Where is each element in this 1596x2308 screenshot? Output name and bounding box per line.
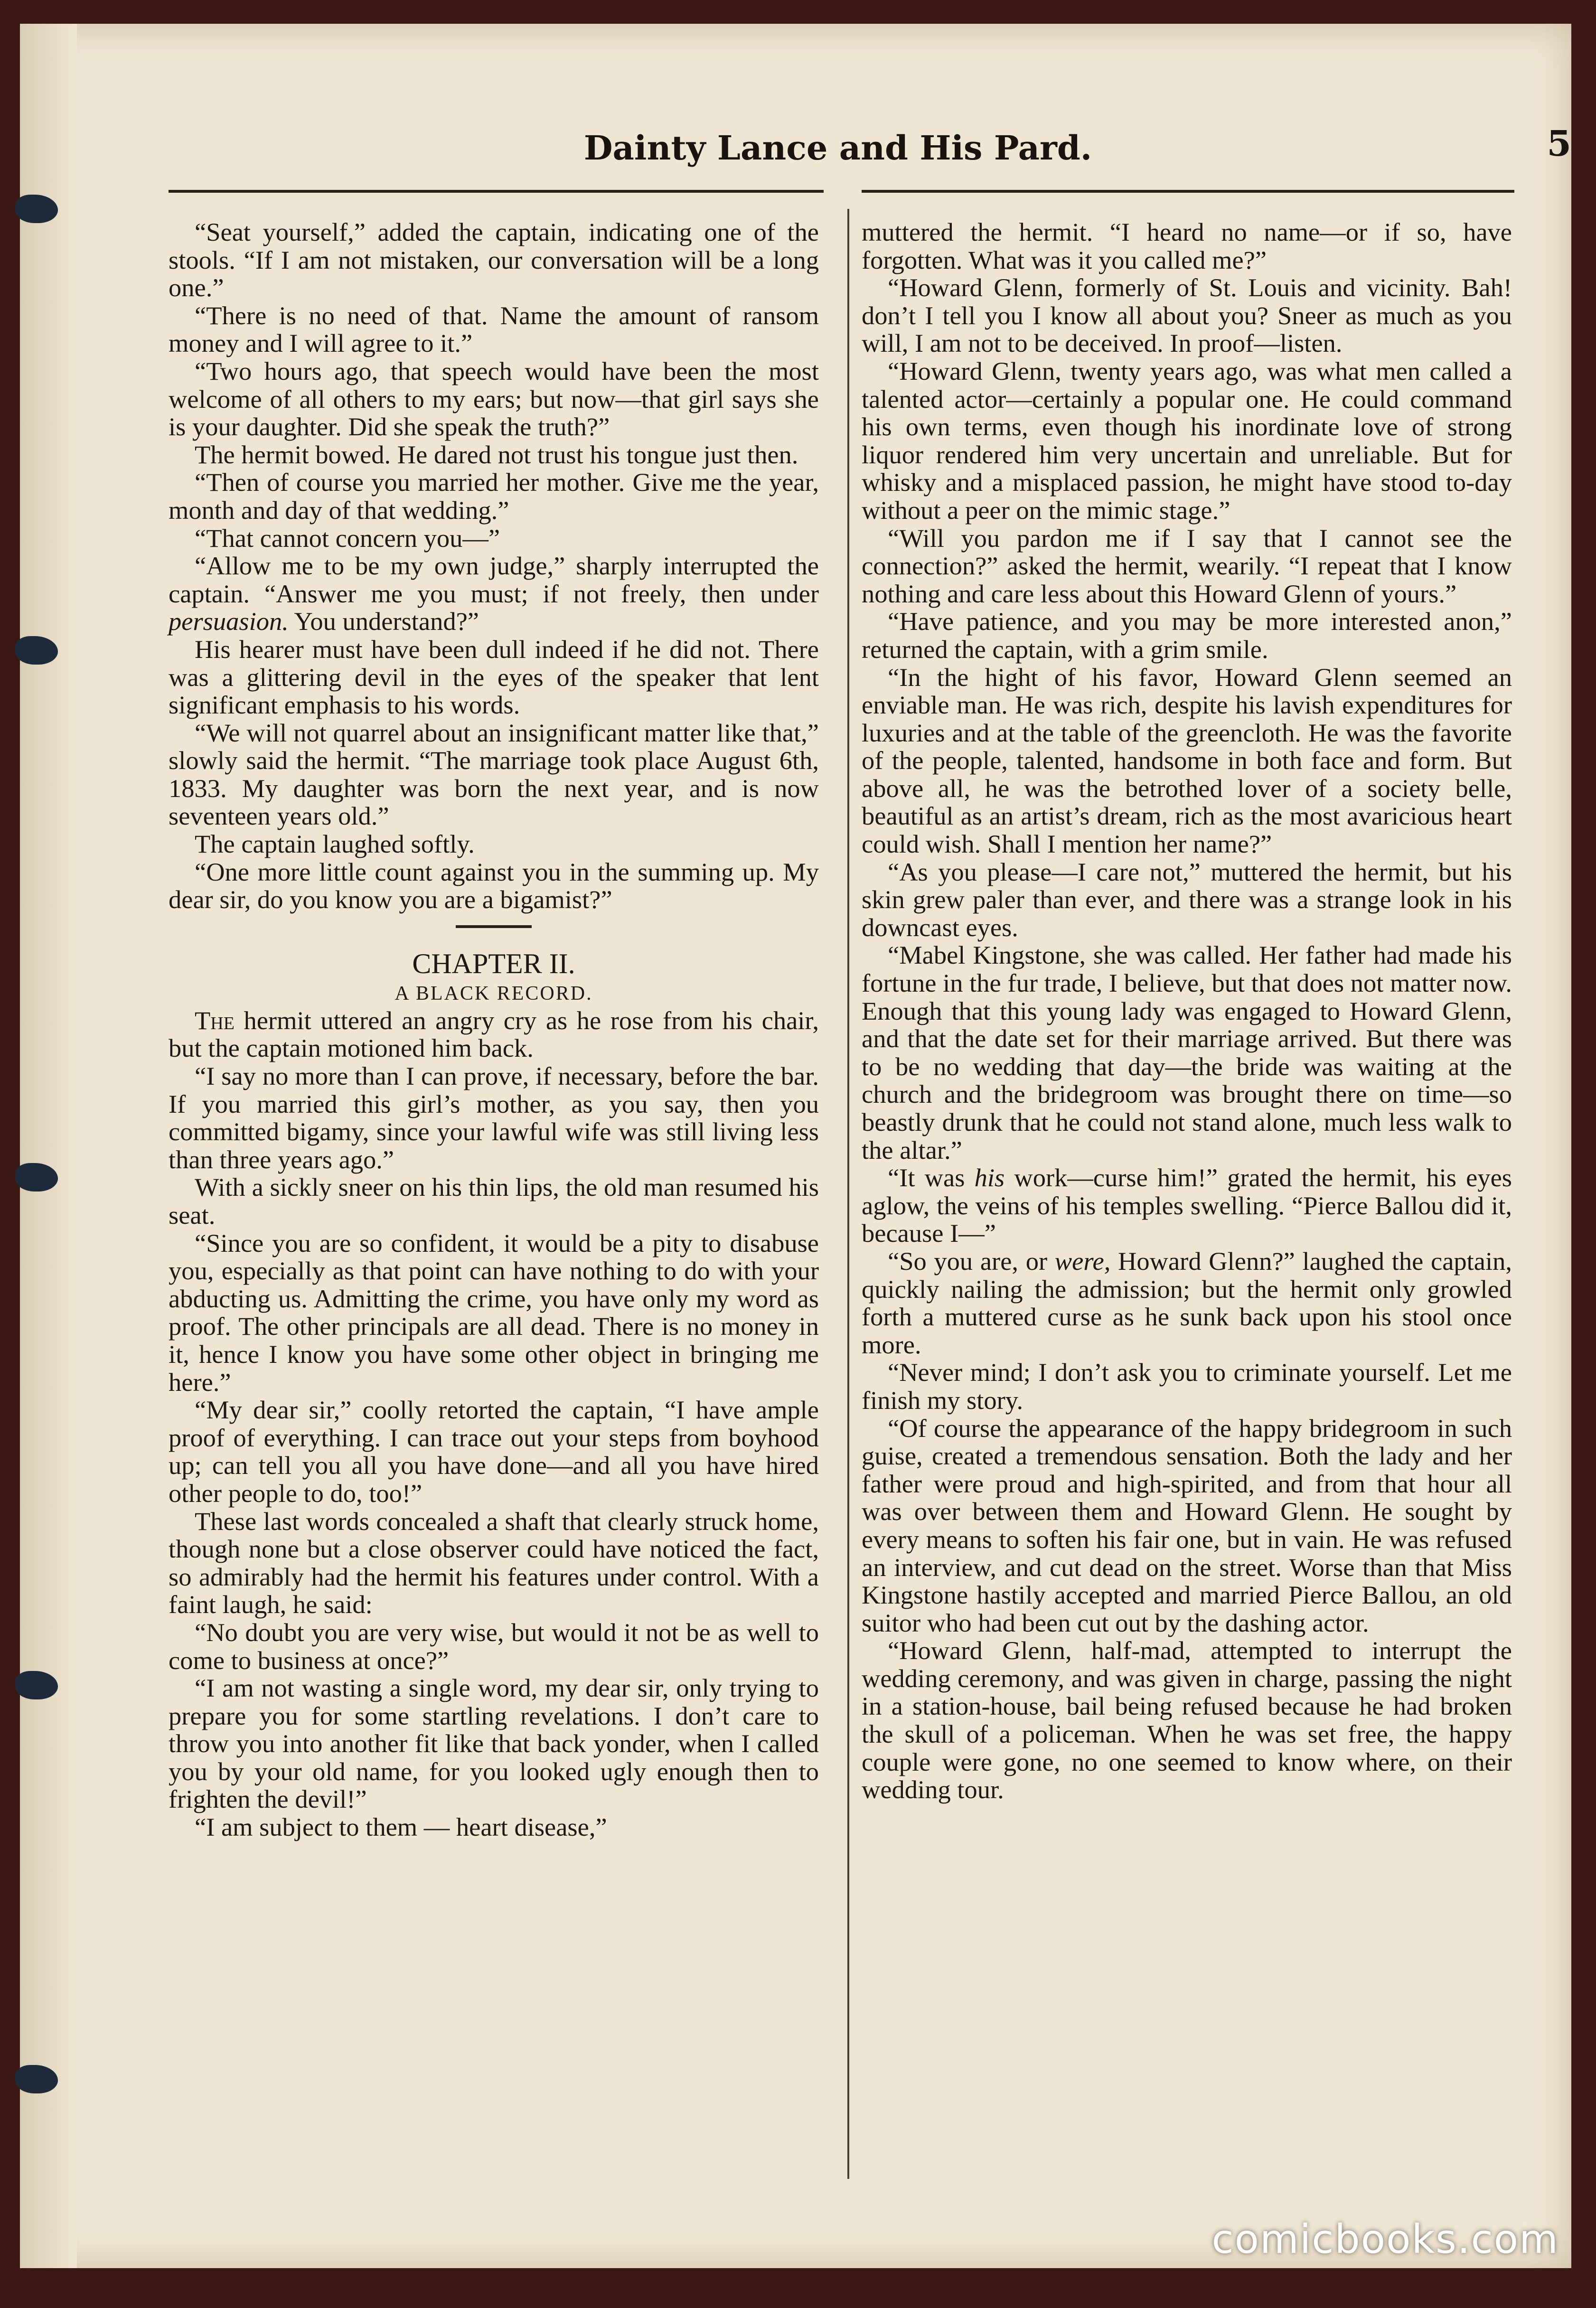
paragraph: “We will not quarrel about an insignificant matter like that,” slowly said the hermit. “The marriage took place August 6th, 1833. My daughter was born the next year, and is now seventeen years old.” — [169, 718, 819, 831]
text-run: hermit uttered an angry cry as he rose from his chair, but the captain motioned him back. — [169, 1005, 819, 1063]
running-title: Dainty Lance and His Pard. — [583, 128, 1092, 168]
lead-word: The — [195, 1005, 235, 1035]
chapter-title: CHAPTER II. — [412, 948, 575, 979]
text-run: work—curse him!” grated the hermit, his eyes aglow, the veins of his temples swelling. “Pierce Ballou did it, because I—” — [862, 1163, 1512, 1248]
section-rule — [456, 925, 532, 928]
emphasis-text: his — [974, 1163, 1005, 1192]
page-spine-shadow — [20, 24, 77, 2268]
text-run: Howard Glenn?” laughed the captain, quickly nailing the admission; but the hermit only growled forth a muttered curse as he sunk back upon his stool once more. — [862, 1246, 1512, 1359]
paragraph: “Have patience, and you may be more interested anon,” returned the captain, with a grim smile. — [862, 607, 1512, 664]
column-divider — [847, 209, 849, 2179]
text-run: You understand?” — [288, 607, 479, 636]
paragraph: “I say no more than I can prove, if necessary, before the bar. If you married this girl’s mother, as you say, then you committed bigamy, since your lawful wife was still living less than three years ago.” — [169, 1061, 819, 1174]
watermark: comicbooks.com — [1211, 2216, 1559, 2262]
text-run: “Allow me to be my own judge,” sharply interrupted the captain. “Answer me you must; if not freely, then under — [169, 551, 819, 608]
paragraph: “Mabel Kingstone, she was called. Her father had made his fortune in the fur trade, I believe, but that does not matter now. Enough that this young lady was engaged to Howard Glenn, and that the date set for their marriage arrived. But there was to be no wedding that day—the bride was waiting at the church and the bridegroom was brought there on time—so beastly drunk that he could not stand alone, much less walk to the altar.” — [862, 940, 1512, 1164]
paragraph: These last words concealed a shaft that clearly struck home, though none but a close observer could have noticed the fact, so admirably had the hermit his features under control. With a faint laugh, he said: — [169, 1506, 819, 1619]
emphasis-text: persuasion. — [169, 607, 289, 636]
paragraph: “There is no need of that. Name the amount of ransom money and I will agree to it.” — [169, 300, 819, 358]
paragraph: “Howard Glenn, twenty years ago, was what men called a talented actor—certainly a popular one. He could command his own terms, even though his inordinate love of strong liquor rendered him very uncertain and unreliable. But for whisky and a misplaced passion, he might have stood to-day without a peer on the mimic stage.” — [862, 356, 1512, 525]
page-header — [161, 114, 1571, 171]
paragraph: With a sickly sneer on his thin lips, the old man resumed his seat. — [169, 1173, 819, 1229]
paragraph — [169, 1007, 819, 1062]
paragraph: “One more little count against you in the summing up. My dear sir, do you know you are a bigamist?” — [169, 857, 819, 914]
paragraph: “Will you pardon me if I say that I cannot see the connection?” asked the hermit, wearily. “I repeat that I know nothing and care less about this Howard Glenn of yours.” — [862, 523, 1512, 608]
paragraph: “Howard Glenn, formerly of St. Louis and vicinity. Bah! don’t I tell you I know all about you? Sneer as much as you will, I am not to be deceived. In proof—listen. — [862, 273, 1512, 358]
paragraph: His hearer must have been dull indeed if he did not. There was a glittering devil in the eyes of the speaker that lent significant emphasis to his words. — [169, 634, 819, 720]
paragraph: The captain laughed softly. — [195, 829, 475, 859]
paragraph: “I am not wasting a single word, my dear sir, only trying to prepare you for some startling revelations. I don’t care to throw you into another fit like that back yonder, when I called you by your old name, for you looked ugly enough then to frighten the devil!” — [169, 1673, 819, 1814]
paragraph — [169, 552, 819, 636]
paragraph: “Never mind; I don’t ask you to criminate yourself. Let me finish my story. — [862, 1358, 1512, 1415]
paragraph: The hermit bowed. He dared not trust his tongue just then. — [195, 440, 798, 469]
paragraph: “No doubt you are very wise, but would it not be as well to come to business at once?” — [169, 1617, 819, 1675]
paragraph: “Of course the appearance of the happy bridegroom in such guise, created a tremendous sensation. Both the lady and her father were proud and high-spirited, and from that hour all was over between them and Howard Glenn. He sought by every means to soften his fair one, but in vain. He was refused an interview, and cut dead on the street. Worse than that Miss Kingstone hastily accepted and married Pierce Ballou, an old suitor who had been cut out by the dashing actor. — [862, 1413, 1512, 1637]
paragraph: “That cannot concern you—” — [195, 523, 500, 553]
text-run: “So you are, or — [888, 1246, 1055, 1276]
paragraph: muttered the hermit. “I heard no name—or if so, have forgotten. What was it you called me?” — [862, 217, 1512, 274]
right-column — [862, 218, 1512, 1804]
paragraph: “Seat yourself,” added the captain, indicating one of the stools. “If I am not mistaken, our conversation will be a long one.” — [169, 217, 819, 302]
paragraph: “Howard Glenn, half-mad, attempted to interrupt the wedding ceremony, and was given in charge, passing the night in a station-house, bail being refused because he had broken the skull of a policeman. When he was set free, the happy couple were gone, no one seemed to know where, on their wedding tour. — [862, 1636, 1512, 1804]
emphasis-text: were, — [1054, 1246, 1111, 1276]
text-run: “It was — [888, 1163, 975, 1192]
paragraph: “Two hours ago, that speech would have been the most welcome of all others to my ears; but now—that girl says she is your daughter. Did she speak the truth?” — [169, 356, 819, 441]
paragraph: “I am subject to them — heart disease,” — [195, 1812, 607, 1842]
paragraph: “Since you are so confident, it would be a pity to disabuse you, especially as that point can have nothing to do with your abducting us. Admitting the crime, you have only my word as proof. The other principals are all dead. There is no money in it, hence I know you have some other object in bringing me here.” — [169, 1228, 819, 1397]
page-number: 5 — [1547, 123, 1571, 164]
left-column — [169, 218, 819, 1841]
paragraph: “Then of course you married her mother. Give me the year, month and day of that wedding.” — [169, 468, 819, 525]
paragraph: “As you please—I care not,” muttered the hermit, but his skin grew paler than ever, and there was a strange look in his downcast eyes. — [862, 857, 1512, 942]
paragraph — [862, 1248, 1512, 1359]
paragraph — [862, 1164, 1512, 1248]
header-rule-left — [169, 190, 824, 193]
paragraph: “My dear sir,” coolly retorted the captain, “I have ample proof of everything. I can trace out your steps from boyhood up; can tell you all you have done—and all you have hired other people to do, too!” — [169, 1395, 819, 1508]
paragraph: “In the hight of his favor, Howard Glenn seemed an enviable man. He was rich, despite his lavish expenditures for luxuries and at the table of the greencloth. He was the favorite of the people, talented, handsome in both face and form. But above all, he was the betrothed lover of a society belle, beautiful as an artist’s dream, rich as the most avaricious heart could wish. Shall I mention her name?” — [862, 662, 1512, 859]
header-rule-right — [862, 190, 1514, 193]
chapter-subtitle: A BLACK RECORD. — [394, 982, 593, 1004]
